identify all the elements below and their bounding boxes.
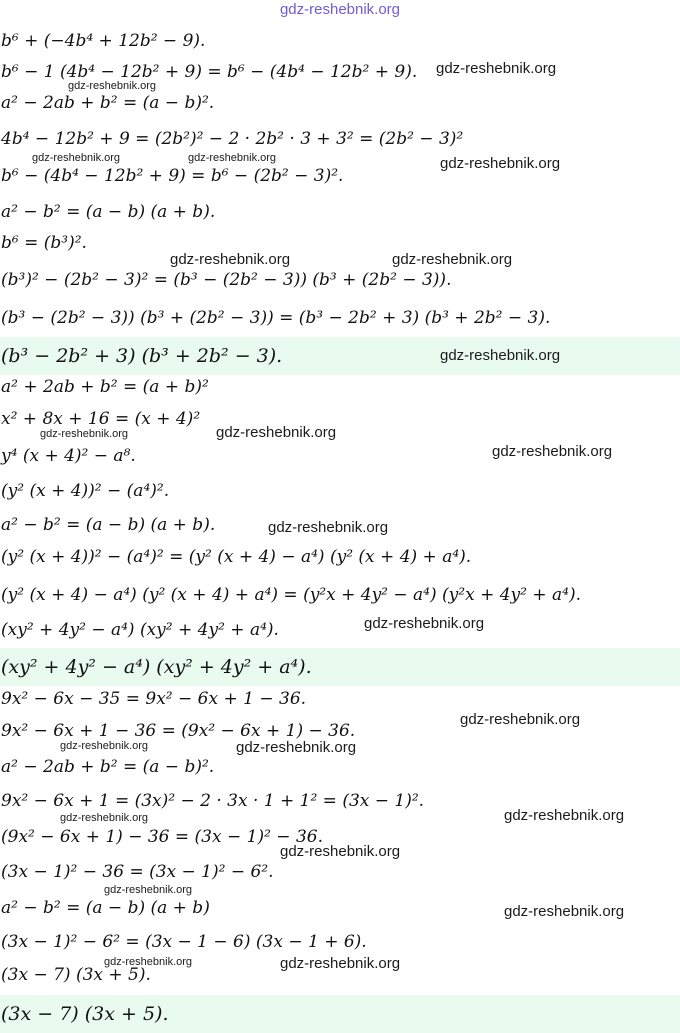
math-line: (3x − 1)² − 6² = (3x − 1 − 6) (3x − 1 + 6). <box>1 932 367 952</box>
math-line: a² + 2ab + b² = (a + b)² <box>1 377 209 397</box>
watermark[interactable]: gdz-reshebnik.org <box>188 152 277 164</box>
math-line: a² − b² = (a − b) (a + b) <box>1 898 210 918</box>
math-line: (b³ − (2b² − 3)) (b³ + (2b² − 3)) = (b³ − 2b² + 3) (b³ + 2b² − 3). <box>1 308 551 328</box>
watermark[interactable]: gdz-reshebnik.org <box>440 347 561 364</box>
answer-line: (b³ − 2b² + 3) (b³ + 2b² − 3). <box>0 337 680 375</box>
math-line: a² − b² = (a − b) (a + b). <box>1 202 216 222</box>
watermark[interactable]: gdz-reshebnik.org <box>504 807 625 824</box>
math-line: y⁴ (x + 4)² − a⁸. <box>1 446 136 466</box>
math-line: (9x² − 6x + 1) − 36 = (3x − 1)² − 36. <box>1 827 323 847</box>
watermark[interactable]: gdz-reshebnik.org <box>280 843 401 860</box>
math-line: a² − 2ab + b² = (a − b)². <box>1 93 215 113</box>
watermark[interactable]: gdz-reshebnik.org <box>104 884 193 896</box>
watermark[interactable]: gdz-reshebnik.org <box>170 251 291 268</box>
watermark[interactable]: gdz-reshebnik.org <box>104 956 193 968</box>
watermark[interactable]: gdz-reshebnik.org <box>492 443 613 460</box>
watermark[interactable]: gdz-reshebnik.org <box>32 152 121 164</box>
math-line: (y² (x + 4) − a⁴) (y² (x + 4) + a⁴) = (y²x + 4y² − a⁴) (y²x + 4y² + a⁴). <box>1 585 582 605</box>
watermark[interactable]: gdz-reshebnik.org <box>60 812 149 824</box>
math-line: a² − 2ab + b² = (a − b)². <box>1 757 215 777</box>
answer-line: (3x − 7) (3x + 5). <box>0 995 680 1033</box>
watermark[interactable]: gdz-reshebnik.org <box>280 955 401 972</box>
watermark[interactable]: gdz-reshebnik.org <box>364 615 485 632</box>
watermark[interactable]: gdz-reshebnik.org <box>40 428 129 440</box>
math-line: (3x − 7) (3x + 5). <box>1 965 151 985</box>
math-line: b⁶ + (−4b⁴ + 12b² − 9). <box>1 31 206 51</box>
math-line: (y² (x + 4))² − (a⁴)² = (y² (x + 4) − a⁴) (y² (x + 4) + a⁴). <box>1 547 472 567</box>
math-line: b⁶ − (4b⁴ − 12b² + 9) = b⁶ − (2b² − 3)². <box>1 166 344 186</box>
header-watermark[interactable]: gdz-reshebnik.org <box>279 1 401 18</box>
math-line: b⁶ − 1 (4b⁴ − 12b² + 9) = b⁶ − (4b⁴ − 12b² + 9). <box>1 62 418 82</box>
watermark[interactable]: gdz-reshebnik.org <box>236 739 357 756</box>
watermark[interactable]: gdz-reshebnik.org <box>460 711 581 728</box>
answer-line: (xy² + 4y² − a⁴) (xy² + 4y² + a⁴). <box>0 648 680 686</box>
watermark[interactable]: gdz-reshebnik.org <box>436 60 557 77</box>
math-line: x² + 8x + 16 = (x + 4)² <box>1 409 201 429</box>
watermark[interactable]: gdz-reshebnik.org <box>392 251 513 268</box>
math-line: (y² (x + 4))² − (a⁴)². <box>1 481 170 501</box>
watermark[interactable]: gdz-reshebnik.org <box>268 519 389 536</box>
watermark[interactable]: gdz-reshebnik.org <box>504 903 625 920</box>
math-line: (xy² + 4y² − a⁴) (xy² + 4y² + a⁴). <box>1 620 279 640</box>
math-line: a² − b² = (a − b) (a + b). <box>1 515 216 535</box>
watermark[interactable]: gdz-reshebnik.org <box>60 740 149 752</box>
math-line: 4b⁴ − 12b² + 9 = (2b²)² − 2 · 2b² · 3 + 3² = (2b² − 3)² <box>1 129 464 149</box>
watermark[interactable]: gdz-reshebnik.org <box>216 424 337 441</box>
math-line: 9x² − 6x + 1 − 36 = (9x² − 6x + 1) − 36. <box>1 721 356 741</box>
watermark[interactable]: gdz-reshebnik.org <box>440 155 561 172</box>
math-line: 9x² − 6x + 1 = (3x)² − 2 · 3x · 1 + 1² = (3x − 1)². <box>1 791 425 811</box>
math-line: 9x² − 6x − 35 = 9x² − 6x + 1 − 36. <box>1 689 307 709</box>
watermark[interactable]: gdz-reshebnik.org <box>68 80 157 92</box>
math-line: (3x − 1)² − 36 = (3x − 1)² − 6². <box>1 862 274 882</box>
math-line: b⁶ = (b³)². <box>1 233 87 253</box>
math-line: (b³)² − (2b² − 3)² = (b³ − (2b² − 3)) (b³ + (2b² − 3)). <box>1 270 452 290</box>
